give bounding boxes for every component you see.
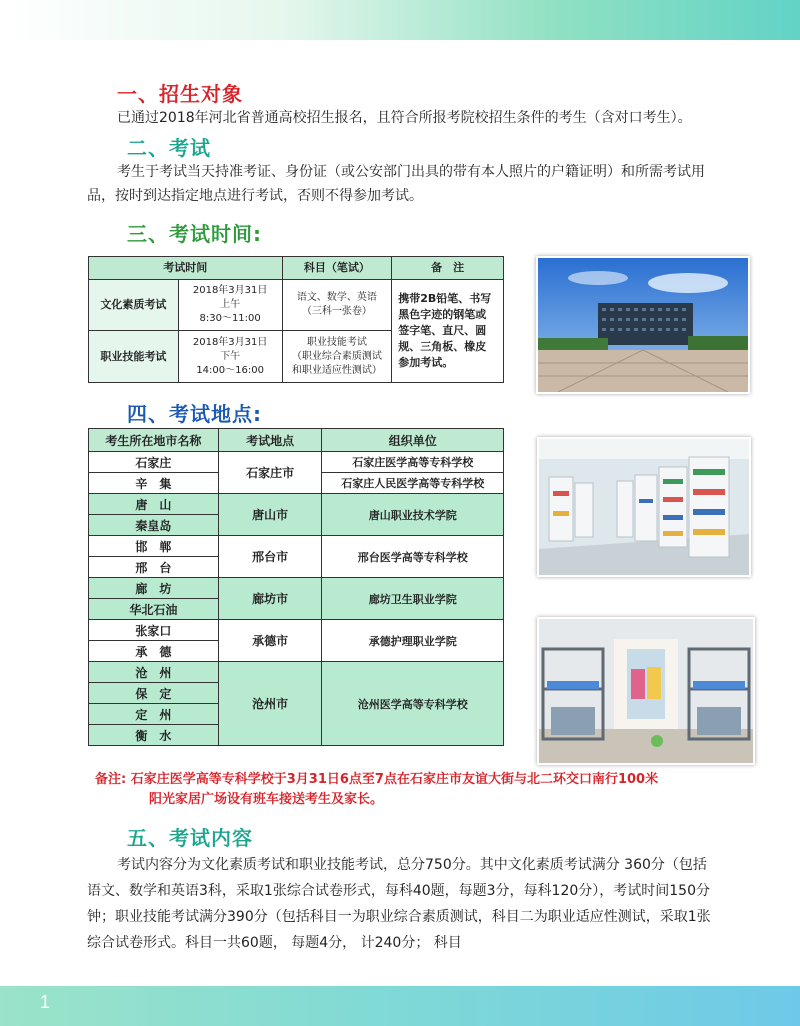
schedule-subject-line: 和职业适应性测试） [291, 364, 382, 376]
section-heading-exam: 二、考试 [127, 136, 211, 160]
location-org: 廊坊卫生职业学院 [322, 578, 504, 620]
location-header-site: 考试地点 [218, 429, 322, 452]
schedule-subject-line: 语文、数学、英语 [296, 292, 377, 303]
shuttle-bus-note [95, 770, 735, 810]
top-decorative-band [0, 0, 800, 40]
location-site: 石家庄市 [218, 452, 322, 494]
dormitory-illustration [539, 619, 753, 763]
location-header-city: 考生所在地市名称 [89, 429, 219, 452]
location-city: 保 定 [89, 683, 219, 704]
location-city: 张家口 [89, 620, 219, 641]
schedule-time: 14:00～16:00 [196, 364, 264, 376]
section-heading-exam-content: 五、考试内容 [127, 826, 253, 850]
schedule-period: 下午 [220, 350, 241, 362]
location-site: 承德市 [218, 620, 322, 662]
location-city: 邯 郸 [89, 536, 219, 557]
schedule-subject-line: 职业技能考试 [306, 336, 367, 348]
exam-schedule-table [88, 256, 504, 383]
schedule-period: 上午 [220, 299, 241, 310]
schedule-time: 8:30～11:00 [199, 313, 261, 324]
location-city: 承 德 [89, 641, 219, 662]
location-city: 秦皇岛 [89, 515, 219, 536]
schedule-header-subject: 科目（笔试） [282, 257, 392, 280]
exam-content-text: 考试内容分为文化素质考试和职业技能考试，总分750分。其中文化素质考试满分 360分（包括语文、数学和英语3科，采取1张综合试卷形式，每科40题，每题3分，每科120分），考试时间150分钟；职业技能考试满分390分（包括科目一为职业综合素质测试，科目二为职业适应性测试，采取1张综合试卷形式。科目一共60题， 每题4分， 计240分； 科目 [87, 857, 711, 951]
schedule-subject [282, 280, 392, 331]
location-city: 唐 山 [89, 494, 219, 515]
schedule-datetime [178, 280, 282, 331]
section-heading-exam-time: 三、考试时间: [127, 222, 262, 246]
library-shelves-illustration [539, 439, 749, 575]
note-text-2: 阳光家居广场设有班车接送考生及家长。 [149, 792, 384, 807]
location-header-org: 组织单位 [322, 429, 504, 452]
schedule-date: 2018年3月31日 [192, 285, 268, 296]
note-text-1: 石家庄医学高等专科学校于3月31日6点至7点在石家庄市友谊大街与北二环交口南行100米 [130, 772, 659, 787]
location-city: 廊 坊 [89, 578, 219, 599]
schedule-subject-line: （职业综合素质测试 [291, 350, 382, 362]
section-heading-admission-target: 一、招生对象 [117, 82, 243, 106]
dormitory-photo [537, 617, 755, 765]
schedule-header-time: 考试时间 [89, 257, 283, 280]
location-site: 廊坊市 [218, 578, 322, 620]
location-site: 唐山市 [218, 494, 322, 536]
note-line-1 [95, 770, 735, 790]
schedule-exam-name: 职业技能考试 [89, 331, 179, 383]
schedule-subject [282, 331, 392, 383]
location-org: 承德护理职业学院 [322, 620, 504, 662]
schedule-note: 携带2B铅笔、书写黑色字迹的钢笔或签字笔、直尺、圆规、三角板、橡皮参加考试。 [392, 280, 504, 383]
location-site: 沧州市 [218, 662, 322, 746]
campus-building-photo [536, 256, 750, 394]
exam-instructions-text: 考生于考试当天持准考证、身份证（或公安部门出具的带有本人照片的户籍证明）和所需考试用品，按时到达指定地点进行考试，否则不得参加考试。 [87, 164, 705, 204]
schedule-subject-line: （三科一张卷） [301, 306, 372, 317]
schedule-date: 2018年3月31日 [192, 336, 268, 348]
location-org: 沧州医学高等专科学校 [322, 662, 504, 746]
location-org: 邢台医学高等专科学校 [322, 536, 504, 578]
location-city: 石家庄 [89, 452, 219, 473]
location-city: 定 州 [89, 704, 219, 725]
note-label: 备注: [95, 772, 127, 787]
location-city: 沧 州 [89, 662, 219, 683]
exam-location-table [88, 428, 504, 746]
location-site: 邢台市 [218, 536, 322, 578]
section-heading-exam-location: 四、考试地点: [127, 402, 262, 426]
location-org: 石家庄医学高等专科学校 [322, 452, 504, 473]
campus-building-illustration [538, 258, 748, 392]
location-city: 辛 集 [89, 473, 219, 494]
library-shelves-photo [537, 437, 751, 577]
location-org: 唐山职业技术学院 [322, 494, 504, 536]
page-number: 1 [40, 992, 51, 1012]
location-city: 衡 水 [89, 725, 219, 746]
admission-target-text: 已通过2018年河北省普通高校招生报名，且符合所报考院校招生条件的考生（含对口考生）。 [117, 110, 692, 126]
schedule-datetime [178, 331, 282, 383]
location-city: 邢 台 [89, 557, 219, 578]
location-org: 石家庄人民医学高等专科学校 [322, 473, 504, 494]
location-city: 华北石油 [89, 599, 219, 620]
bottom-decorative-band [0, 986, 800, 1026]
schedule-header-note: 备 注 [392, 257, 504, 280]
schedule-exam-name: 文化素质考试 [89, 280, 179, 331]
